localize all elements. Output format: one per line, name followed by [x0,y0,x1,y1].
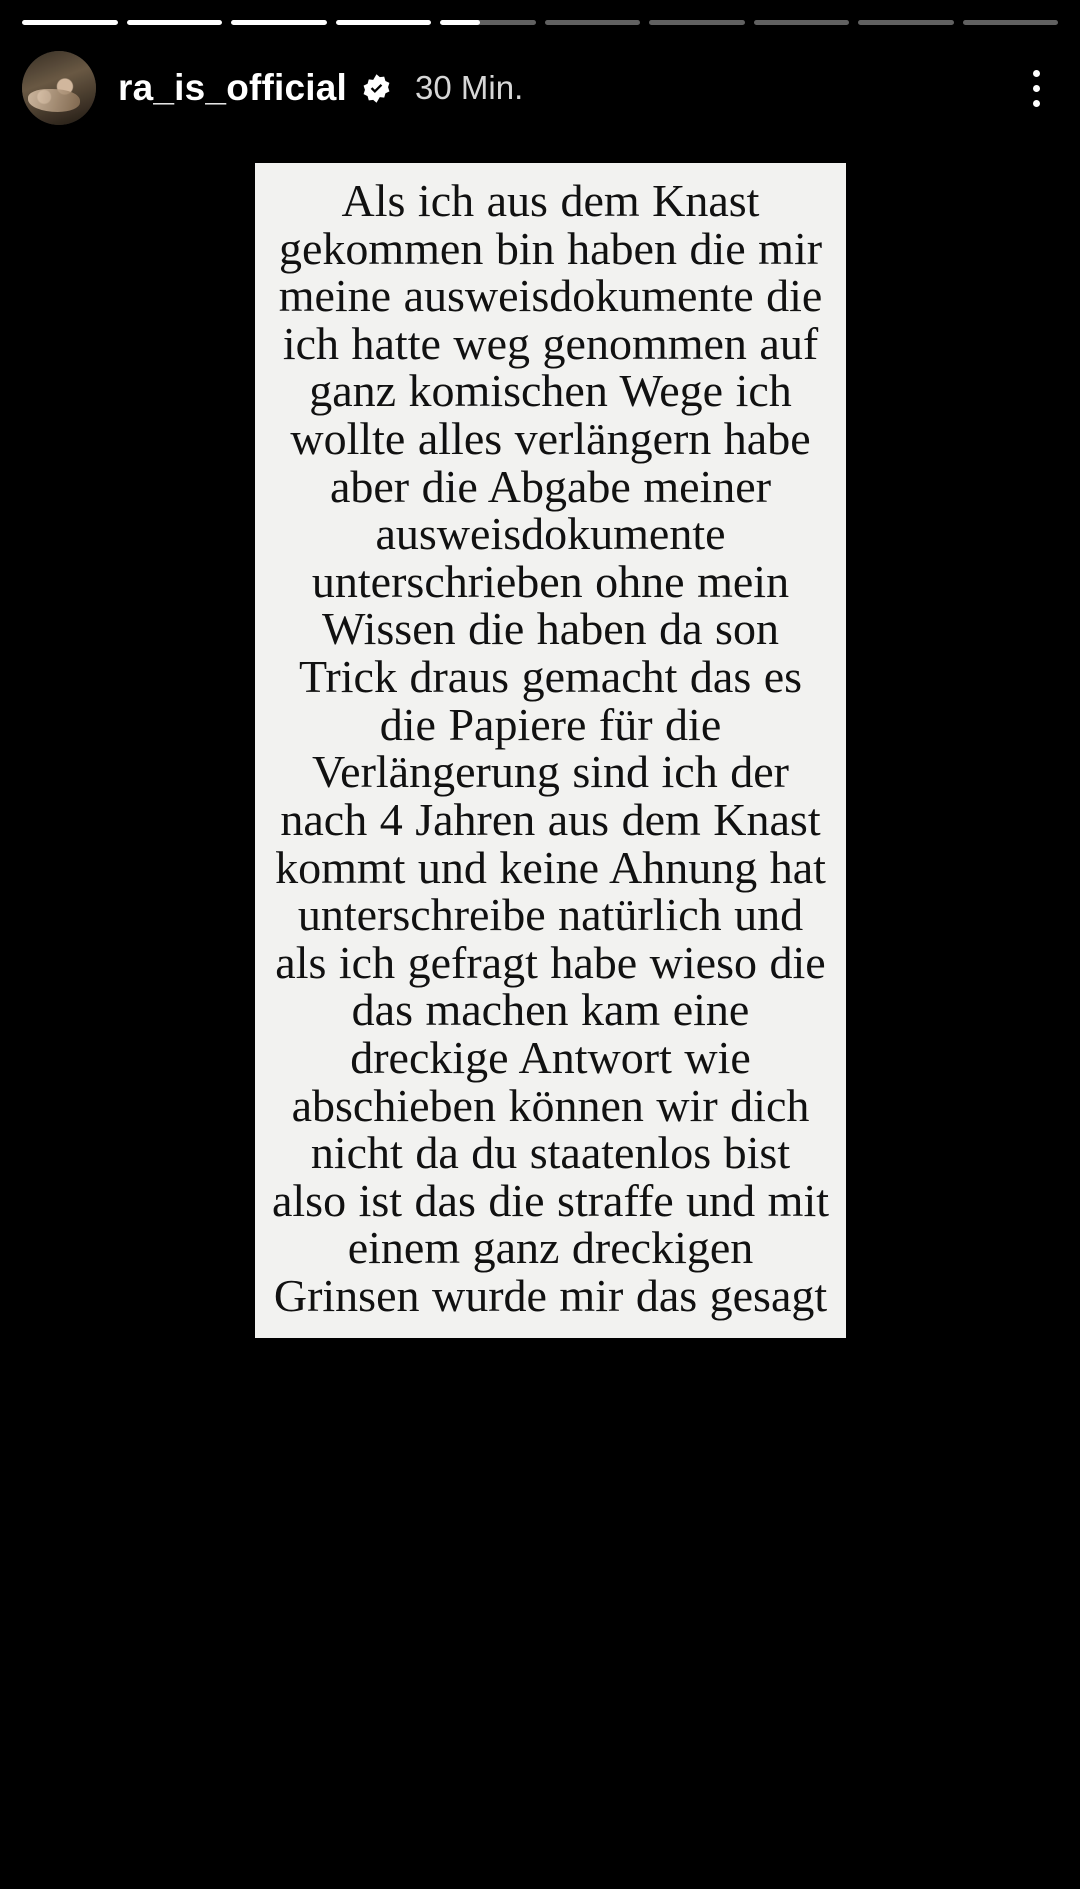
story-progress-bar [22,20,1058,26]
progress-segment[interactable] [127,20,223,25]
profile-avatar[interactable] [22,51,96,125]
progress-segment-fill [127,20,223,25]
progress-segment[interactable] [858,20,954,25]
progress-segment[interactable] [22,20,118,25]
story-timestamp: 30 Min. [415,69,524,106]
avatar-image [22,51,96,125]
progress-segment[interactable] [440,20,536,25]
progress-segment[interactable] [649,20,745,25]
story-text-card [255,163,846,1338]
story-text: Als ich aus dem Knast gekommen bin haben die mir meine ausweisdokumente die ich hatte weg genommen auf ganz komischen Wege ich wollte alles verlängern habe aber die Abgabe meiner ausweisdokumente unterschrieben ohne mein Wissen die haben da son Trick draus gemacht das es die Papiere für die Verlängerung sind ich der nach 4 Jahren aus dem Knast kommt und keine Ahnung hat unterschreibe natürlich und als ich gefragt habe wieso die das machen kam eine dreckige Antwort wie abschieben können wir dich nicht da du staatenlos bist also ist das die straffe und mit einem ganz dreckigen Grinsen wurde mir das gesagt [271,175,830,1322]
progress-segment-fill [336,20,432,25]
story-header [22,48,1058,128]
progress-segment[interactable] [336,20,432,25]
progress-segment[interactable] [545,20,641,25]
progress-segment-fill [22,20,118,25]
verified-badge-icon [360,72,393,105]
progress-segment[interactable] [231,20,327,25]
progress-segment[interactable] [963,20,1059,25]
more-options-icon[interactable] [1014,60,1058,116]
progress-segment[interactable] [754,20,850,25]
progress-segment-fill [231,20,327,25]
progress-segment-fill [440,20,480,25]
username-label[interactable]: ra_is_official [118,67,348,108]
